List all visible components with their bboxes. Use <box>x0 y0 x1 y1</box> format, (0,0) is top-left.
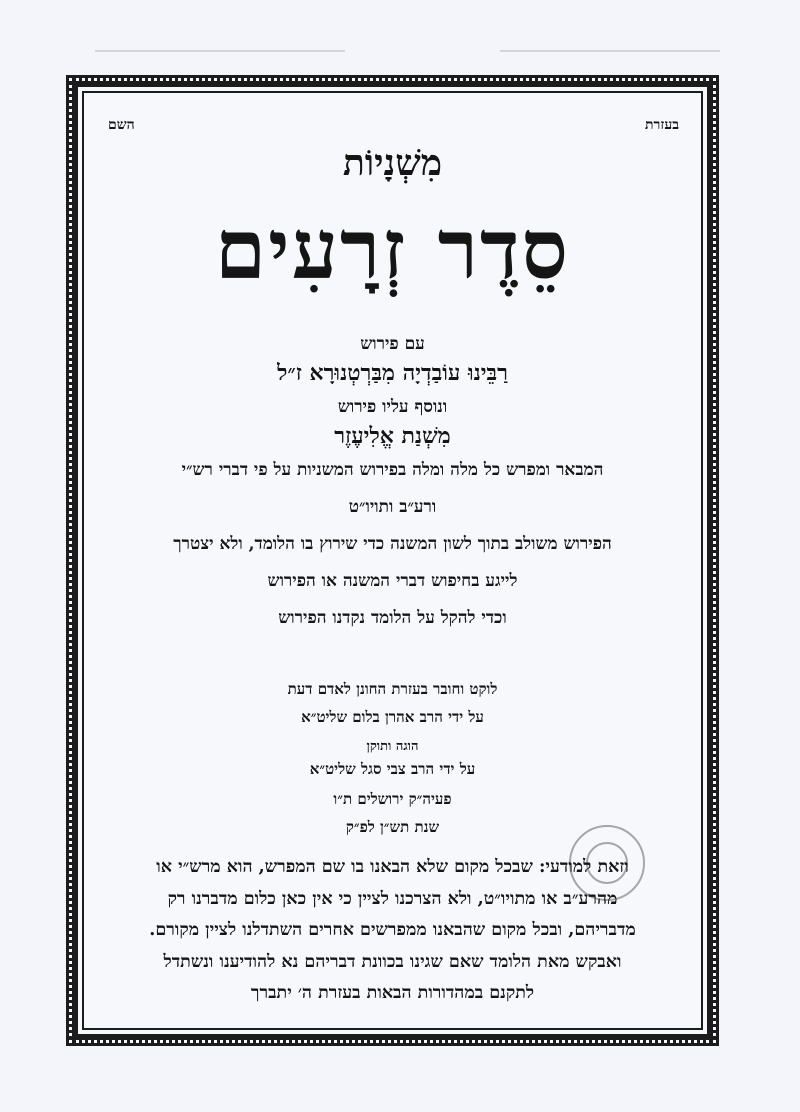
description-line-2: ורע״ב ותויו״ט <box>348 497 437 517</box>
with-commentary-line: עם פירוש <box>360 334 425 354</box>
description-line-1: המבאר ומפרש כל מלה ומלה בפירוש המשניות על פי דברי רש״י <box>181 460 604 480</box>
added-commentary-line: ונוסף עליו פירוש <box>337 397 448 417</box>
credits-editor: על ידי הרב צבי סגל שליט״א <box>309 760 476 778</box>
credits-place: פעיה״ק ירושלים ת״ו <box>333 790 452 808</box>
description-line-3: הפירוש משולב בתוך לשון המשנה כדי שירוץ בו הלומד, ולא יצטרך <box>173 534 612 554</box>
credits-author: על ידי הרב אהרן בלום שליט״א <box>301 708 484 726</box>
commentator-name: רַבֵּינוּ עוֹבַדְיָה מִבַּרְטְנוּרָא ז״ל <box>277 360 508 386</box>
mishnat-eliezer-title: מִשְׁנַת אֱלִיעֶזֶר <box>334 423 451 449</box>
intro-line: מהרע״ב או מתויו״ט, ולא הצרכנו לציין כי אין כאן כלום מדברנו רק <box>167 888 618 909</box>
credits-edited: הוגה ותוקן <box>366 739 419 754</box>
corner-text-left: השם <box>108 117 135 133</box>
credits-compiled: לוקט וחובר בעזרת החונן לאדם דעת <box>287 680 498 698</box>
intro-line: לתקנם במהדורות הבאות בעזרת ה׳ יתברך <box>250 983 535 1003</box>
description-line-4: לייגע בחיפוש דברי המשנה או הפירוש <box>267 571 518 591</box>
title-page <box>94 97 691 1024</box>
intro-line: וזאת למודעי: שבכל מקום שלא הבאנו בו שם המפרש, הוא מרש״י או <box>156 857 629 877</box>
title-mishnayot: מִשְׁנָיוֹת <box>342 142 443 184</box>
description-line-5: וכדי להקל על הלומד נקדנו הפירוש <box>278 608 507 628</box>
intro-notice <box>102 852 683 1010</box>
title-seder-zeraim: סֵדֶר זְרָעִים <box>214 202 571 298</box>
decorative-border-frame <box>66 75 719 1046</box>
corner-text-right: בעזרת <box>645 117 679 133</box>
credits-year: שנת תש״ן לפ״ק <box>345 818 440 836</box>
intro-line: ואבקש מאת הלומד שאם שגינו בכוונת דבריהם נא להודיענו ונשתדל <box>163 951 622 972</box>
intro-line: מדבריהם, ובכל מקום שהבאנו ממפרשים אחרים השתדלנו לציין מקורם. <box>149 920 636 940</box>
